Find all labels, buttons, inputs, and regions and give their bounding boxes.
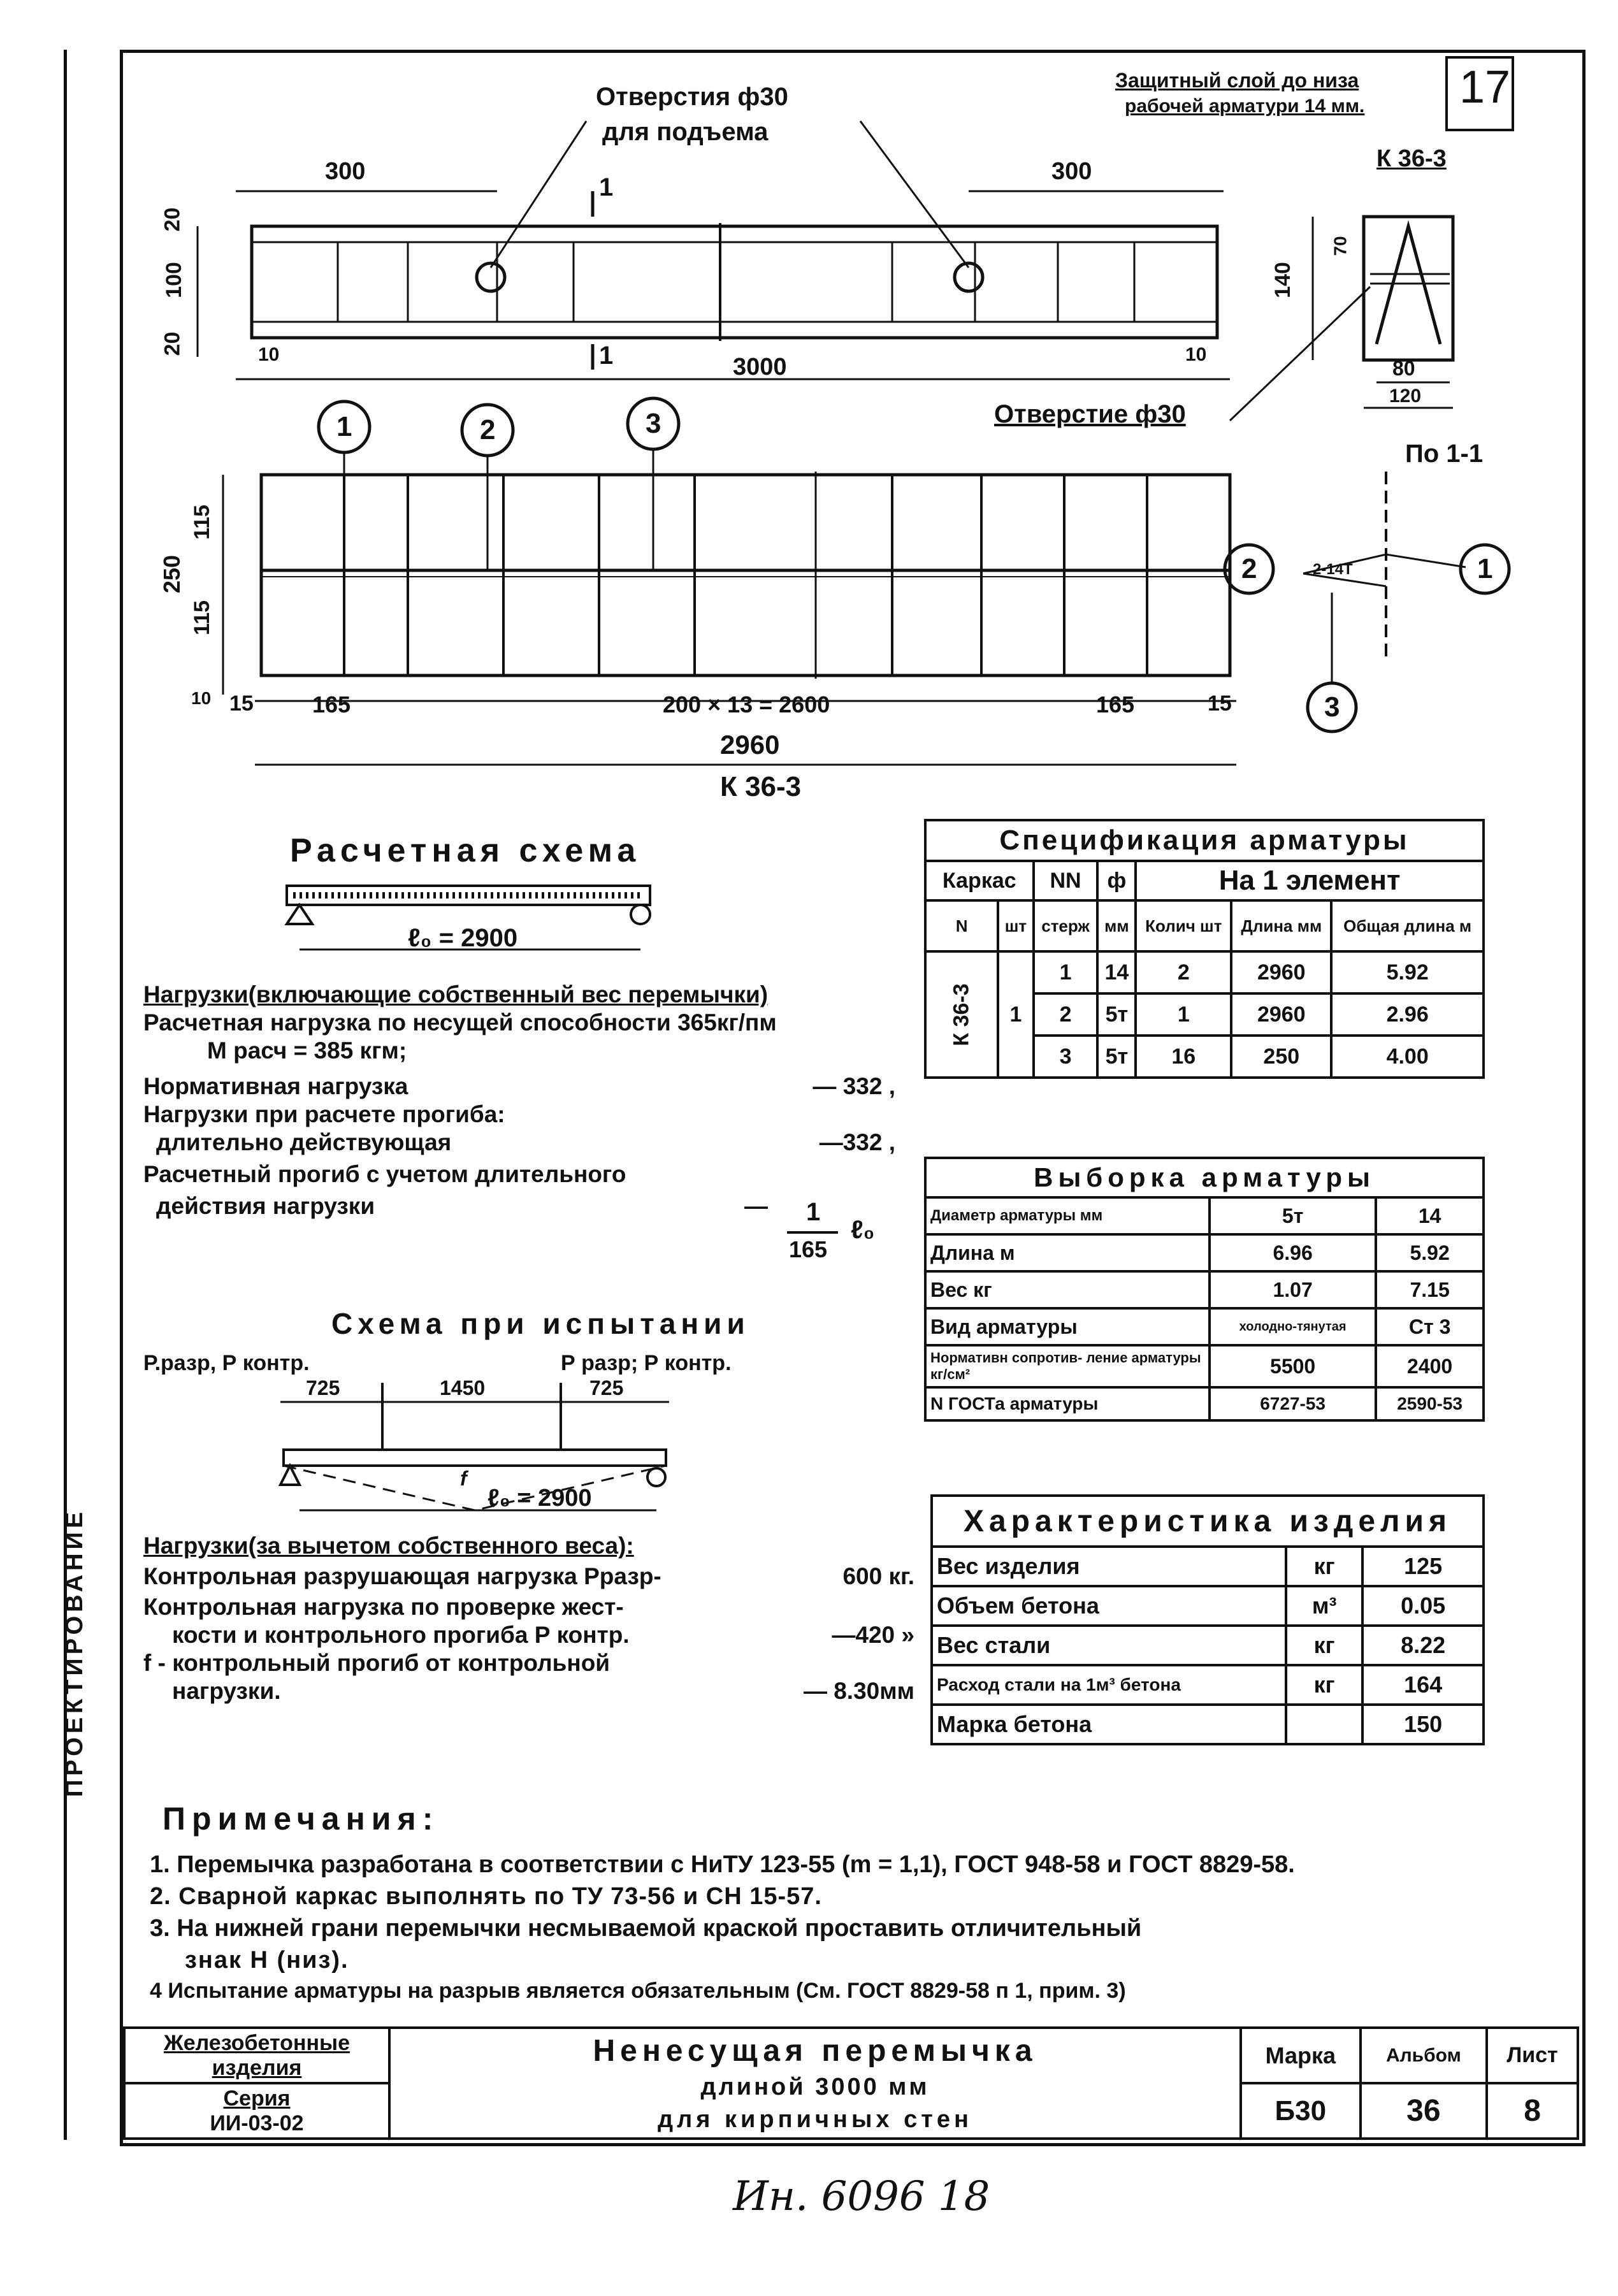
selection-label: Диаметр арматуры мм [925,1197,1210,1234]
selection-table [924,1157,1485,1422]
deflection-den: 165 [789,1236,828,1262]
char-unit [1286,1705,1362,1744]
footer-inventory-number: Ин. 6096 18 [733,2173,990,2220]
spec-cell: 5т [1097,1036,1136,1078]
test-line: кости и контрольного прогиба Р контр. —420 » [172,1622,914,1648]
title-org: Железобетонные изделия [124,2028,389,2083]
selection-cell: 6727-53 [1210,1387,1376,1420]
calc-lines [143,981,908,1225]
dim-20b: 20 [160,331,185,356]
dim-115b: 115 [189,600,214,635]
spec-cell: 5.92 [1331,951,1484,993]
dim-20a: 20 [160,207,185,232]
title-mark-header: Марка [1241,2028,1361,2083]
test-line: Контрольная разрушающая нагрузка Рразр- 600 кг. [143,1563,914,1589]
char-unit: кг [1286,1547,1362,1586]
deflection-bar [787,1231,838,1234]
dim-10b: 10 [1185,344,1207,365]
cover-note-line1: Защитный слой до низа [1115,69,1359,92]
note-item: знак Н (низ). [185,1947,349,1974]
dim-120: 120 [1389,386,1422,407]
calc-line: Расчетная нагрузка по несущей способности 365кг/пм [143,1009,777,1036]
bar-marker-2-label: 2 [480,414,496,445]
dim-15b: 15 [1208,691,1232,716]
test-f: f [460,1467,467,1490]
sheet-number: 17 [1459,62,1511,113]
spec-h-n: N [925,900,998,951]
section-mark-top: 1 [599,173,614,201]
spec-h-mm: мм [1097,900,1136,951]
test-span: ℓ₀ = 2900 [488,1485,592,1512]
dim-140: 140 [1270,262,1295,298]
selection-label: N ГОСТа арматуры [925,1387,1210,1420]
note-item: 4 Испытание арматуры на разрыв является обязательным (См. ГОСТ 8829-58 п 1, прим. 3) [150,1979,1126,2003]
title-sheet-header: Лист [1487,2028,1578,2083]
title-sheet: 8 [1487,2083,1578,2139]
title-block [123,2026,1579,2140]
selection-cell: 5.92 [1376,1234,1484,1271]
side-label: ПРОЕКТИРОВАНИЕ [61,1508,88,1797]
spec-h-rod: стерж [1034,900,1098,951]
dim-right-300: 300 [1051,158,1092,185]
dim-80: 80 [1392,357,1415,380]
dim-2960: 2960 [720,730,780,760]
calc-line: Нормативная нагрузка — 332 , [143,1073,895,1099]
selection-cell: 7.15 [1376,1271,1484,1308]
test-line: Нагрузки(за вычетом собственного веса): [143,1533,634,1559]
holes-label-line2: для подъема [602,118,769,146]
holes-label-line1: Отверстия ф30 [596,83,788,111]
section-mark-k: К 36-3 [1376,145,1447,172]
selection-label: Нормативн сопротив- ление арматуры кг/см² [925,1345,1210,1387]
selection-cell: 6.96 [1210,1234,1376,1271]
series-value: ИИ-03-02 [210,2111,304,2135]
char-value: 0.05 [1362,1586,1484,1626]
note-item: 1. Перемычка разработана в соответствии с НиТУ 123-55 (m = 1,1), ГОСТ 948-58 и ГОСТ 8829-58. [150,1851,1295,1878]
spec-cell: 1 [1034,951,1098,993]
note-item: 3. На нижней грани перемычки несмываемой краской проставить отличительный [150,1915,1142,1942]
calc-span: ℓ₀ = 2900 [408,924,518,952]
char-unit: кг [1286,1665,1362,1705]
spec-h-len: Длина мм [1231,900,1331,951]
spec-h-total: Общая длина м [1331,900,1484,951]
section-label: По 1-1 [1405,440,1484,468]
spec-h-phi: ф [1097,861,1136,900]
selection-cell: 1.07 [1210,1271,1376,1308]
deflection-num: 1 [806,1198,821,1226]
selection-cell: Ст 3 [1376,1308,1484,1345]
spec-cell: 14 [1097,951,1136,993]
spec-h-nn: NN [1034,861,1098,900]
spec-cell: 5т [1097,993,1136,1036]
spec-h-cage: Каркас [925,861,1034,900]
char-label: Вес изделия [932,1547,1286,1586]
hole-label-bottom: Отверстие ф30 [994,400,1186,428]
spec-h-sht: шт [998,900,1033,951]
calc-line: Нагрузки(включающие собственный вес перемычки) [143,981,769,1007]
spec-cell: 250 [1231,1036,1331,1078]
title-album: 36 [1361,2083,1487,2139]
section-cage-text: 2-14Т [1313,561,1353,578]
dim-70: 70 [1330,236,1350,256]
test-lines [143,1533,914,1706]
bar-marker-3-label: 3 [646,408,661,439]
dim-left-300: 300 [325,158,366,185]
section-bar-3-label: 3 [1324,691,1340,723]
calc-beam [287,886,650,905]
note-item: 2. Сварной каркас выполнять по ТУ 73-56 и СН 15-57. [150,1883,822,1910]
dim-165b: 165 [1096,691,1135,718]
char-label: Вес стали [932,1626,1286,1665]
spec-cell: 2 [1136,951,1231,993]
dim-165a: 165 [312,691,351,718]
notes-title: Примечания: [163,1801,440,1837]
calc-line: Нагрузки при расчете прогиба: [143,1101,505,1127]
deflection-tail: ℓ₀ [851,1216,875,1244]
selection-cell: 2400 [1376,1345,1484,1387]
selection-cell: 5500 [1210,1345,1376,1387]
test-dim-725a: 725 [306,1376,340,1399]
spec-cage-qty: 1 [998,951,1033,1078]
char-value: 164 [1362,1665,1484,1705]
char-value: 125 [1362,1547,1484,1586]
spec-cell: 2960 [1231,951,1331,993]
selection-label: Длина м [925,1234,1210,1271]
dim-15a: 15 [229,691,254,716]
selection-label: Вид арматуры [925,1308,1210,1345]
dim-3000: 3000 [733,354,787,380]
test-p-left: Р.разр, Р контр. [143,1351,310,1375]
section-bar-2-label: 2 [1241,553,1257,584]
title-line1: Ненесущая перемычка [593,2033,1037,2068]
char-title: Характеристика изделия [932,1496,1484,1547]
char-label: Марка бетона [932,1705,1286,1744]
spec-h-per: На 1 элемент [1136,861,1484,900]
selection-label: Вес кг [925,1271,1210,1308]
spec-cell: 3 [1034,1036,1098,1078]
spec-cell: 2.96 [1331,993,1484,1036]
title-mark: Б30 [1241,2083,1361,2139]
char-value: 150 [1362,1705,1484,1744]
title-line3: для кирпичных стен [658,2105,972,2133]
test-line: f - контрольный прогиб от контрольной [143,1650,610,1676]
title-line2: длиной 3000 мм [700,2073,930,2100]
dim-100: 100 [161,262,186,298]
test-line: нагрузки. — 8.30мм [172,1678,914,1704]
cover-note-line2: рабочей арматури 14 мм. [1125,96,1365,117]
dim-115a: 115 [189,505,214,540]
test-line: Контрольная нагрузка по проверке жест- [143,1594,624,1620]
test-dim-725b: 725 [589,1376,624,1399]
calc-line: Расчетный прогиб с учетом длительного [143,1161,626,1187]
cage-mark: К 36-3 [720,771,802,802]
test-scheme-title: Схема при испытании [331,1307,750,1340]
section-bar-1-label: 1 [1477,553,1493,584]
spec-h-qty: Колич шт [1136,900,1231,951]
spec-table [924,819,1485,1079]
selection-cell: 2590-53 [1376,1387,1484,1420]
bar-marker-1-label: 1 [336,411,352,442]
title-main [389,2028,1241,2139]
char-unit: м³ [1286,1586,1362,1626]
char-value: 8.22 [1362,1626,1484,1665]
title-album-header: Альбом [1361,2028,1487,2083]
selection-title: Выборка арматуры [925,1158,1484,1197]
section-mark-bottom: 1 [599,342,614,370]
characteristic-table [930,1494,1485,1745]
test-p-right: Р разр; Р контр. [561,1351,732,1375]
calc-line: действия нагрузки — [156,1193,768,1219]
spec-cage-name: К 36-3 [925,951,998,1078]
selection-cell: 14 [1376,1197,1484,1234]
char-unit: кг [1286,1626,1362,1665]
spec-title: Спецификация арматуры [925,820,1484,861]
spec-cell: 1 [1136,993,1231,1036]
title-series [124,2083,389,2139]
dim-10-cage: 10 [191,688,212,708]
dim-200x13: 200 × 13 = 2600 [663,691,830,718]
test-dim-1450: 1450 [440,1376,486,1399]
char-label: Расход стали на 1м³ бетона [932,1665,1286,1705]
spec-cell: 2960 [1231,993,1331,1036]
spec-cell: 4.00 [1331,1036,1484,1078]
spec-cell: 16 [1136,1036,1231,1078]
selection-cell: 5т [1210,1197,1376,1234]
dim-250: 250 [159,554,185,594]
selection-cell: холодно-тянутая [1210,1308,1376,1345]
calc-line: М расч = 385 кгм; [207,1037,407,1064]
calc-scheme-title: Расчетная схема [290,832,641,869]
dim-10a: 10 [258,344,280,365]
spec-cell: 2 [1034,993,1098,1036]
test-beam [284,1450,666,1466]
calc-line: длительно действующая —332 , [156,1129,895,1155]
series-label: Серия [223,2086,291,2111]
char-label: Объем бетона [932,1586,1286,1626]
